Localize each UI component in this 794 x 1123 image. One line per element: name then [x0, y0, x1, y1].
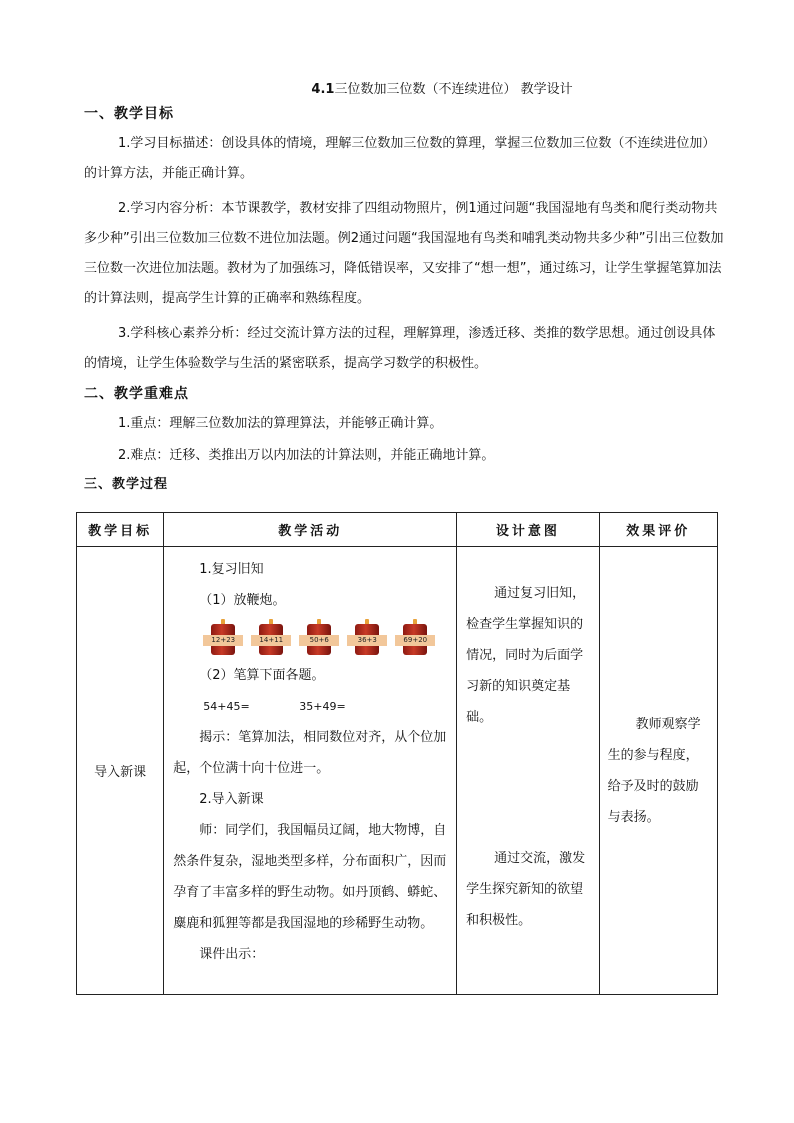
title-text: 三位数加三位数（不连续进位） 教学设计 [334, 82, 573, 97]
section-heading-process: 三、教学过程 [84, 477, 169, 492]
table-header-row [77, 513, 718, 547]
firecracker-illustration [173, 616, 449, 660]
header-design: 设计意图 [457, 513, 599, 547]
section-heading-objectives: 一、教学目标 [84, 106, 174, 122]
section-heading-key-points: 二、教学重难点 [84, 386, 189, 402]
intro-heading: 2.导入新课 [199, 792, 264, 807]
rule-summary: 揭示：笔算加法，相同数位对齐，从个位加起，个位满十向十位进一。 [173, 730, 447, 776]
design-intent-2: 通过交流，激发学生探究新知的欲望和积极性。 [466, 851, 586, 928]
firecracker-label: 14+11 [251, 635, 291, 646]
table-row [77, 547, 718, 995]
document-title [0, 78, 794, 97]
difficulty-paragraph: 2.难点：迁移、类推出万以内加法的计算法则，并能正确地计算。 [118, 448, 495, 463]
firecracker-label: 50+6 [299, 635, 339, 646]
firecracker-icon [203, 619, 243, 657]
objective-paragraph-1: 1.学习目标描述：创设具体的情境，理解三位数加三位数的算理，掌握三位数加三位数（不连续进位加）的计算方法，并能正确计算。 [84, 136, 716, 181]
firecracker-icon [251, 619, 291, 657]
calc-exercises [173, 691, 449, 722]
design-cell [457, 547, 599, 995]
evaluation-text: 教师观察学生的参与程度，给予及时的鼓励与表扬。 [607, 716, 701, 825]
evaluation-cell [599, 547, 717, 995]
firecracker-task: （1）放鞭炮。 [199, 593, 286, 608]
objective-paragraph-2: 2.学习内容分析：本节课教学，教材安排了四组动物照片，例1通过问题“我国湿地有鸟类和爬行类动物共多少种”引出三位数加三位数不进位加法题。例2通过问题“我国湿地有鸟类和哺乳类动物共多少种”引出三位数加三位数一次进位加法题。教材为了加强练习，降低错误率，又安排了“想一想”，通过练习，让学生掌握笔算加法的计算法则，提高学生计算的正确率和熟练程度。 [84, 201, 724, 306]
key-point-paragraph: 1.重点：理解三位数加法的算理算法，并能够正确计算。 [118, 416, 443, 431]
calc-exercise: 54+45= [203, 700, 250, 713]
firecracker-icon [395, 619, 435, 657]
teaching-process-table [76, 512, 718, 995]
goal-cell: 导入新课 [77, 547, 164, 995]
activity-cell [164, 547, 457, 995]
header-activity: 教学活动 [164, 513, 457, 547]
firecracker-label: 69+20 [395, 635, 435, 646]
firecracker-icon [347, 619, 387, 657]
objective-paragraph-3: 3.学科核心素养分析：经过交流计算方法的过程，理解算理，渗透迁移、类推的数学思想。通过创设具体的情境，让学生体验数学与生活的紧密联系，提高学习数学的积极性。 [84, 326, 716, 371]
header-goal: 教学目标 [77, 513, 164, 547]
firecracker-label: 36+3 [347, 635, 387, 646]
written-calc-task: （2）笔算下面各题。 [199, 668, 325, 683]
review-heading: 1.复习旧知 [199, 562, 264, 577]
header-evaluation: 效果评价 [599, 513, 717, 547]
courseware-label: 课件出示： [199, 947, 265, 962]
firecracker-icon [299, 619, 339, 657]
design-intent-1: 通过复习旧知，检查学生掌握知识的情况，同时为后面学习新的知识奠定基础。 [466, 586, 586, 725]
firecracker-label: 12+23 [203, 635, 243, 646]
title-number: 4.1 [311, 82, 335, 97]
calc-exercise: 35+49= [299, 700, 346, 713]
teacher-speech: 师：同学们，我国幅员辽阔，地大物博，自然条件复杂，湿地类型多样，分布面积广，因而孕育了丰富多样的野生动物。如丹顶鹤、蟒蛇、麋鹿和狐狸等都是我国湿地的珍稀野生动物。 [173, 823, 447, 931]
